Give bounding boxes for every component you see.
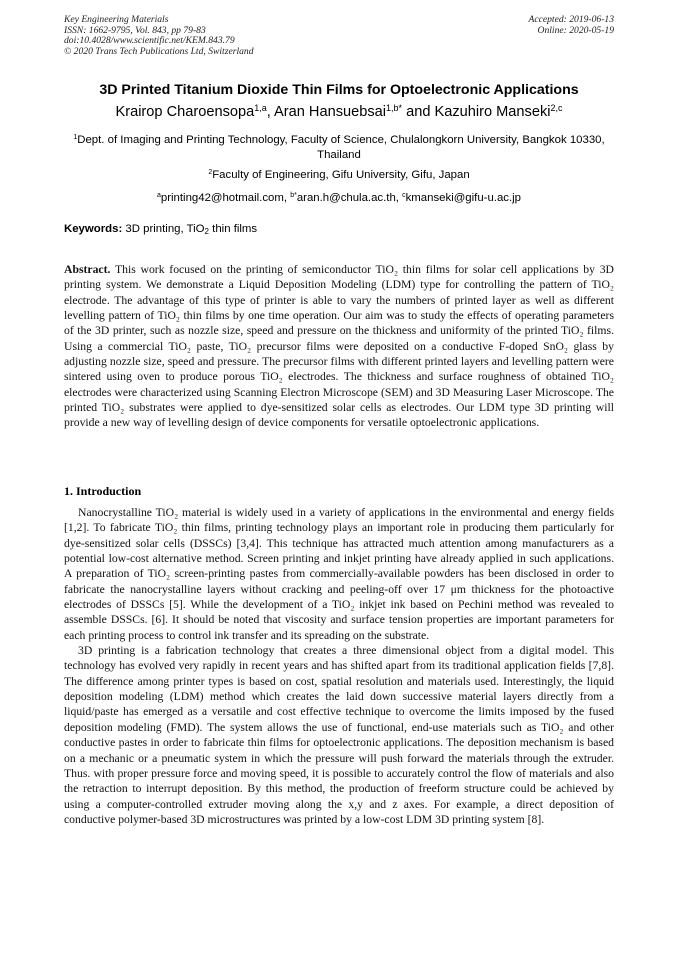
author-superscript: 1,b* [386,103,403,113]
section-heading: 1. Introduction [64,484,142,498]
journal-name: Key Engineering Materials [64,14,169,25]
affiliation-superscript: 1 [73,134,78,141]
keywords-value: thin films [209,223,258,235]
paper-title: 3D Printed Titanium Dioxide Thin Films for Optoelectronic Applications [99,82,579,98]
affiliation-superscript: 2 [208,169,213,176]
author-name: Kazuhiro Manseki [434,104,551,120]
author-separator: , [266,104,275,120]
keywords-label: Keywords: [64,223,123,235]
affiliation-1 [64,131,614,162]
paragraph: Nanocrystalline TiO₂ material is widely used in a variety of applications in the environmental and energy fields [1,2]. To fabricate TiO₂ thin films, printing technology plays an important role in producing them particularly for dye-sensitized solar cells (DSSCs) [3,4]. This technique has attracted much attention among manufacturers as a potential low-cost alternative method. Screen printing and inkjet printing have already applied in such applications. A preparation of TiO₂ screen-printing pastes from commercially-available powders has been disclosed in order to fabricate the nanocrystalline layers without cracking and peeling-off over 17 μm thickness for the photoactive electrodes of DSSCs [5]. While the development of a TiO₂ inkjet ink based on Pechini method was revealed to assemble DSSCs. [6]. It should be noted that viscosity and surface tension properties are important parameters for each printing process to control ink transfer and its spreading on the substrate. [64,506,614,642]
author-superscript: 1,a [254,103,267,113]
email-text: kmanseki@gifu-u.ac.jp [405,192,522,204]
introduction-text [64,505,614,827]
abstract-text: This work focused on the printing of semiconductor TiO₂ thin films for solar cell applications by 3D printing system. We demonstrate a Liquid Deposition Modeling (LDM) type for controlling the pattern of TiO₂ electrode. The advantage of this type of printer is able to vary the numbers of printed layer as well as different levelling pattern of TiO₂ thin films by one time operation. Our aim was to study the effects of operating parameters of the 3D printer, such as nozzle size, speed and pressure on the thickness and uniformity of the printed TiO₂ films. Using a commercial TiO₂ paste, TiO₂ precursor films were deposited on a conductive F-doped SnO₂ glass by adjusting nozzle size, speed and pressure. The precursor films with different printed layers and levelling pattern were sintered using oven to produce porous TiO₂ electrodes. The thickness and surface roughness of obtained TiO₂ electrodes were characterized using Scanning Electron Microscope (SEM) and 3D Measuring Laser Microscope. The printed TiO₂ substrates were applied to dye-sensitized solar cells as electrodes. Our LDM type 3D printing will provide a new way of levelling design of device components for versatile optoelectronic applications. [64,263,614,430]
author-superscript: 2,c [550,103,563,113]
keywords-value: 3D printing, TiO [122,223,205,235]
email-text: aran.h@chula.ac.th, [296,192,403,204]
keywords-subscript: 2 [204,227,209,236]
email-superscript: a [156,192,161,199]
doi-line: doi:10.4028/www.scientific.net/KEM.843.79 [64,35,235,47]
copyright-line: © 2020 Trans Tech Publications Ltd, Switzerland [64,45,254,57]
keywords-line [64,223,257,236]
email-text: printing42@hotmail.com, [160,192,291,204]
author-name: Aran Hansuebsai [274,104,387,120]
affiliation-text: Faculty of Engineering, Gifu University, Gifu, Japan [212,169,470,181]
affiliation-2 [64,166,614,183]
issn-line: ISSN: 1662-9795, Vol. 843, pp 79-83 [64,24,206,36]
accepted-date: Accepted: 2019-06-13 [528,14,614,25]
email-superscript: b* [290,192,297,199]
author-emails [64,189,614,206]
online-date: Online: 2020-05-19 [537,24,614,36]
journal-meta [64,15,254,57]
abstract-block [64,262,614,431]
author-name: Krairop Charoensopa [115,104,255,120]
affiliation-text: Dept. of Imaging and Printing Technology, Faculty of Science, Chulalongkorn University, Bangkok 10330, Thailand [77,134,605,161]
author-separator: and [402,104,435,120]
publication-dates [528,15,614,36]
abstract-label: Abstract. [64,263,111,276]
paragraph: 3D printing is a fabrication technology that creates a three dimensional object from a digital model. This technology has evolved very rapidly in recent years and has shifted apart from its traditional application fields [7,8]. The difference among printer types is based on cost, spatial resolution and materials used. Interestingly, the liquid deposition modeling (LDM) method which creates the laid down successive material layers directly from a liquid/paste has emerged as a versatile and cost effective technique to overcome the limits imposed by the fused deposition modeling (FMD). The system allows the use of functional, end-use materials such as TiO₂ and other conductive pastes in order to fabricate thin films for optoelectronic applications. The deposition mechanism is based on a mechanic or a pneumatic system in which the pressure will push forward the materials through the extruder. Thus. with proper pressure force and moving speed, it is possible to accurately control the flow of materials and also the retraction to interrupt deposition. By this method, the production of freeform structure could be achieved by using a computer-controlled extruder moving along the x,y and z axes. For example, a direct deposition of conductive polymer-based 3D microstructures was printed by a low-cost LDM 3D printing system [8]. [64,644,614,826]
email-superscript: c [402,192,406,199]
author-list [40,103,638,120]
